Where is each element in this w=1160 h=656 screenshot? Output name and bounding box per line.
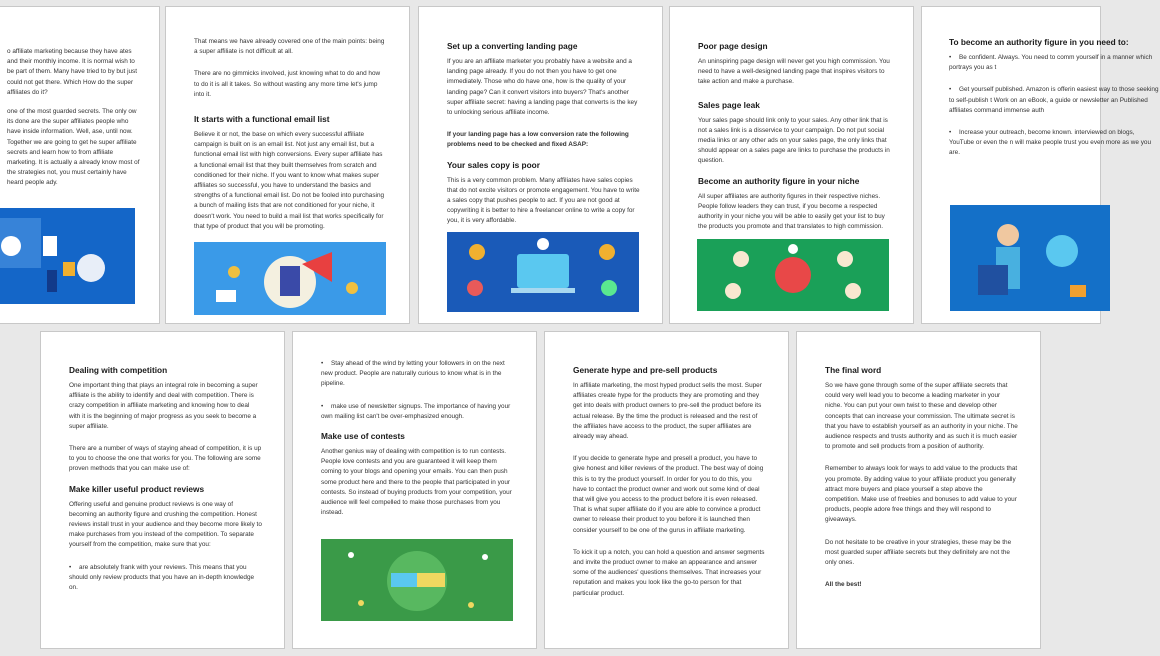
document-page-9 (796, 331, 1041, 649)
page-paragraph: If you are an affiliate marketer you probably have a website and a landing page already. If you do not then you have to get one immediately. Those who do have one, how is the quality of your landing page? Can it convert visitors into buyers? That's another super affiliate secret: having a landing page that converts is the key to unlocking serious affiliate income. (447, 58, 638, 117)
page-paragraph: Another genius way of dealing with competition is to run contests. People love contests and you are guaranteed it will keep them coming to your blogs and opening your emails. You can then push some product here and there to the people that participated in your contests. So instead of buying products from your competition, your audience will feel compelled to make those purchases from you instead. (321, 448, 512, 517)
document-page-4 (669, 6, 914, 324)
section-heading: To become an authority figure in you need to: (949, 37, 1129, 47)
page-paragraph: o affiliate marketing because they have ates and their monthly income. It is normal wish to be part of them. Many have tried to by but just could not get there. Which How do the super affiliates do it? (7, 48, 138, 96)
page-paragraph: In affiliate marketing, the most hyped product sells the most. Super affiliates create hype for the products they are promoting and they get into deals with product owners to pre-sell the product before its actual release. By the time the product is released and the rest of the affiliates have access to the product, the super affiliates are already way ahead. (573, 382, 762, 441)
bullet-item: • Stay ahead of the wind by letting your followers in on the next new product. People are naturally curious to know what is in the pipeline. (321, 359, 514, 390)
section-heading: It starts with a functional email list (194, 114, 330, 125)
section-heading: Make killer useful product reviews (69, 483, 205, 494)
section-heading: Dealing with competition (69, 365, 168, 375)
page-paragraph: Your sales page should link only to your sales. Any other link that is not a sales link is a disservice to your campaign. Do not put social media links or any other ads on your sales page, the only links that should appear on a sales page are links to purchase the products in question. (698, 116, 890, 165)
page-illustration (194, 242, 386, 315)
page-illustration (0, 208, 135, 304)
page-paragraph: So we have gone through some of the super affiliate secrets that could very well lead you to become a leading marketer in your niche. You can put your own twist to these and develop other concepts that can increase your commission. The ultimate secret is that you have to establish yourself as an authority in your niche. The audience respects and trusts authority and as such it is much easier to promote and sell products from a position of authority. (825, 382, 1018, 451)
page-illustration (950, 205, 1110, 311)
document-page-8 (544, 331, 789, 649)
section-heading: Become an authority figure in your niche (698, 175, 860, 186)
bullet-item: • are absolutely frank with your reviews. This means that you should only review products that you have an in-depth knowledge on. (69, 563, 262, 594)
page-paragraph: An uninspiring page design will never get you high commission. You need to have a well-designed landing page that inspires visitors to take action and make a purchase. (698, 58, 890, 86)
page-paragraph: There are no gimmicks involved, just knowing what to do and how to do it is all it takes. So without wasting any more time let's jump into it. (194, 70, 381, 98)
page-illustration (447, 232, 639, 312)
section-heading: The final word (825, 365, 882, 375)
section-heading: Generate hype and pre-sell products (573, 365, 718, 375)
document-page-3 (418, 6, 663, 324)
page-paragraph: If you decide to generate hype and presell a product, you have to give honest and killer reviews of the product. The best way of doing this is to try the product yourself. In order for you to do this, you have to contact the product owner and work out some kind of deal that will give you access to the product before it is even released. That is what super affiliate do if you are able to convince a product owner to release their product to you before it is launched then consider yourself to be one of the gurus in affiliate marketing. (573, 455, 764, 534)
bullet-item: • make use of newsletter signups. The importance of having your own mailing list can't be over-emphasized enough. (321, 402, 514, 422)
page-paragraph: That means we have already covered one of the main points: being a super affiliate is not difficult at all. (194, 38, 385, 56)
section-heading: Make use of contests (321, 431, 405, 442)
section-heading: Set up a converting landing page (447, 41, 578, 51)
document-page-7 (292, 331, 537, 649)
document-page-5 (921, 6, 1159, 324)
page-paragraph: Offering useful and genuine product reviews is one way of becoming an authority figure and crushing the competition. Honest reviews install trust in your audience and they become more likely to make purchases from you instead of the competition. To separate yourself from the competition, make sure that you: (69, 500, 262, 549)
closing-line: All the best! (825, 581, 862, 589)
page-illustration (697, 239, 889, 311)
document-page-2 (165, 6, 410, 324)
page-paragraph-bold: If your landing page has a low conversion rate the following problems need to be checked and fixed ASAP: (447, 131, 629, 149)
page-paragraph: All super affiliates are authority figures in their respective niches. People follow leaders they can trust, if you become a respected authority in your niche you will be able to easily get your list to buy the products you promote and that translates to high commission. (698, 192, 885, 231)
page-illustration (321, 539, 513, 621)
page-paragraph: There are a number of ways of staying ahead of competition, it is up to you to choose the one that works for you. The following are some proven methods that you can make use of: (69, 445, 262, 473)
section-heading: Your sales copy is poor (447, 159, 540, 170)
bullet-item: • Be confident. Always. You need to comm yourself in a manner which portrays you as t (949, 53, 1160, 73)
document-page-1 (0, 6, 160, 324)
page-paragraph: To kick it up a notch, you can hold a question and answer segments and invite the product owner to make an appearance and answer some of the audiences' questions themselves. That increases your reputation and makes you look like the go-to person for that particular product. (573, 548, 765, 597)
page-paragraph: one of the most guarded secrets. The only ow its done are the super affiliates people who have inside information. Well, ase, until now. Together we are going to get he super affiliate secrets and learn how to from affiliate marketing. It is actually a already know most of the strategies not, you must certainly have heard people ady. (7, 108, 140, 187)
page-paragraph: This is a very common problem. Many affiliates have sales copies that do not excite visitors or promote engagement. You have to write a sales copy that pushes people to act. If you are not good at copywriting it is better to hire a freelancer online to write a copy for you, it is very affordable. (447, 176, 640, 225)
document-page-6 (40, 331, 285, 649)
page-paragraph: Believe it or not, the base on which every successful affiliate campaign is built on is an email list. Not just any email list, but a functional email list with high conversions. Every super affiliate has a functional email list that they built themselves from scratch and conditioned for their niche. If you want to know what makes super affiliates so successful, you have to understand the basics and strengths of a functional email list. Do not be fooled into purchasing a bunch of mailing lists that are not conditioned for your niche, it doesn't work. You need to build a mail list that works specifically for that type of product that you will be promoting. (194, 131, 385, 230)
bullet-item: • Get yourself published. Amazon is offerin easiest way to those seeking to self-publish t Work on an eBook, a guide or newsletter an Published affiliates command immense auth (949, 85, 1160, 116)
section-heading: Poor page design (698, 41, 768, 51)
page-paragraph: Remember to always look for ways to add value to the products that you promote. By adding value to your affiliate product you generally attract more buyers and place yourself a step above the competition. Make use of freebies and bonuses to add value to your products, people adore free things and they will respond to giveaways. (825, 465, 1018, 524)
page-paragraph: One important thing that plays an integral role in becoming a super affiliate is the ability to identify and deal with competition. There is crazy competition in affiliate marketing and knowing how to deal with it is the beginning of major progress as you seek to become a super affiliate. (69, 382, 258, 430)
bullet-item: • Increase your outreach, become known. interviewed on blogs, YouTube or even the n will make people trust you even more as we you are. (949, 128, 1160, 159)
section-heading: Sales page leak (698, 99, 760, 110)
page-paragraph: Do not hesitate to be creative in your strategies, these may be the most guarded super affiliate secrets but they definitely are not the only ones. (825, 538, 1012, 567)
